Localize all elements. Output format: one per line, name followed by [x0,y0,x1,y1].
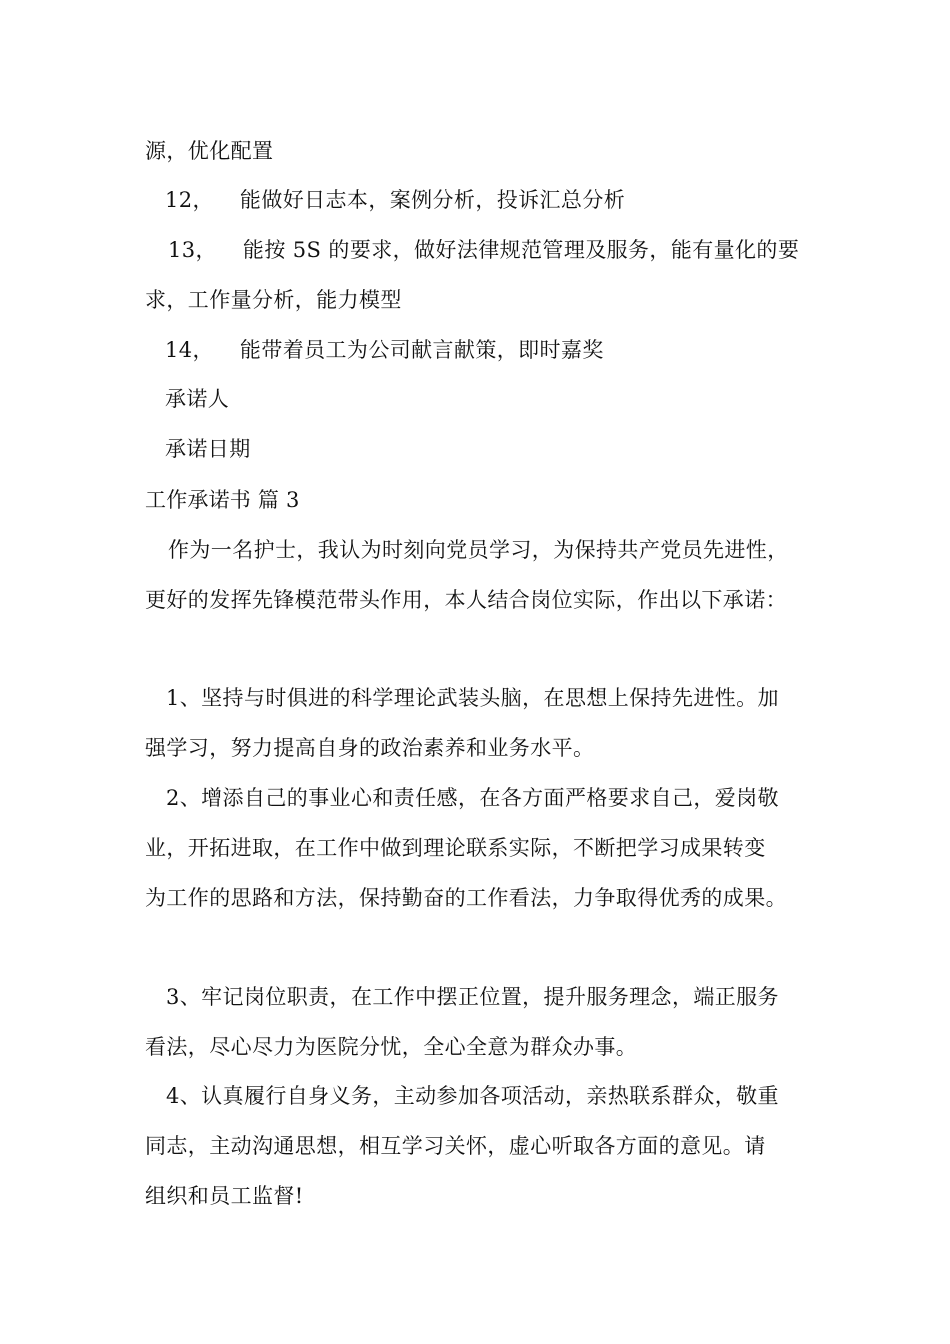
paragraph-line [145,586,787,614]
paragraph-line [145,1132,766,1160]
signature-label [165,385,229,413]
text-line [145,286,402,314]
line-text: 看法，尽心尽力为医院分忧，全心全意为群众办事。 [145,1035,638,1059]
line-text: 求，工作量分析，能力模型 [145,288,402,312]
heading-text: 工作承诺书 篇 3 [145,488,300,512]
line-text: 源，优化配置 [145,139,274,163]
text-line [145,137,273,165]
item-number: 12， [165,188,214,212]
section-heading [145,486,300,514]
line-text: 同志，主动沟通思想，相互学习关怀，虚心听取各方面的意见。请 [145,1134,766,1158]
line-text: 业，开拓进取，在工作中做到理论联系实际，不断把学习成果转变 [145,836,766,860]
item-number: 13， [168,238,217,262]
paragraph-line [145,1033,637,1061]
paragraph-line [145,1182,304,1210]
item-text: 能做好日志本，案例分析，投诉汇总分析 [239,188,626,212]
paragraph-line [145,734,594,762]
item-number: 14， [165,338,214,362]
list-item-13 [168,236,799,264]
line-text: 1、坚持与时俱进的科学理论武装头脑，在思想上保持先进性。加 [166,686,779,710]
line-text: 作为一名护士，我认为时刻向党员学习，为保持共产党员先进性， [168,538,789,562]
paragraph-line [145,834,766,862]
line-text: 强学习，努力提高自身的政治素养和业务水平。 [145,736,595,760]
paragraph-line [166,784,779,812]
line-text: 2、增添自己的事业心和责任感，在各方面严格要求自己，爱岗敬 [166,786,779,810]
list-item-14 [165,336,604,364]
line-text: 更好的发挥先锋模范带头作用，本人结合岗位实际，作出以下承诺： [145,588,787,612]
paragraph-line [166,1082,779,1110]
line-text: 3、牢记岗位职责，在工作中摆正位置，提升服务理念，端正服务 [166,985,779,1009]
item-text: 能带着员工为公司献言献策，即时嘉奖 [239,338,604,362]
line-text: 为工作的思路和方法，保持勤奋的工作看法，力争取得优秀的成果。 [145,886,787,910]
line-text: 承诺人 [165,387,230,411]
paragraph-line [145,884,787,912]
line-text: 组织和员工监督! [145,1184,304,1208]
list-item-12 [165,186,625,214]
line-text: 承诺日期 [165,437,251,461]
item-text: 能按 5S 的要求，做好法律规范管理及服务，能有量化的要 [242,238,800,262]
paragraph-line [168,536,789,564]
paragraph-line [166,983,779,1011]
date-label [165,435,251,463]
paragraph-line [166,684,779,712]
line-text: 4、认真履行自身义务，主动参加各项活动，亲热联系群众，敬重 [166,1084,779,1108]
